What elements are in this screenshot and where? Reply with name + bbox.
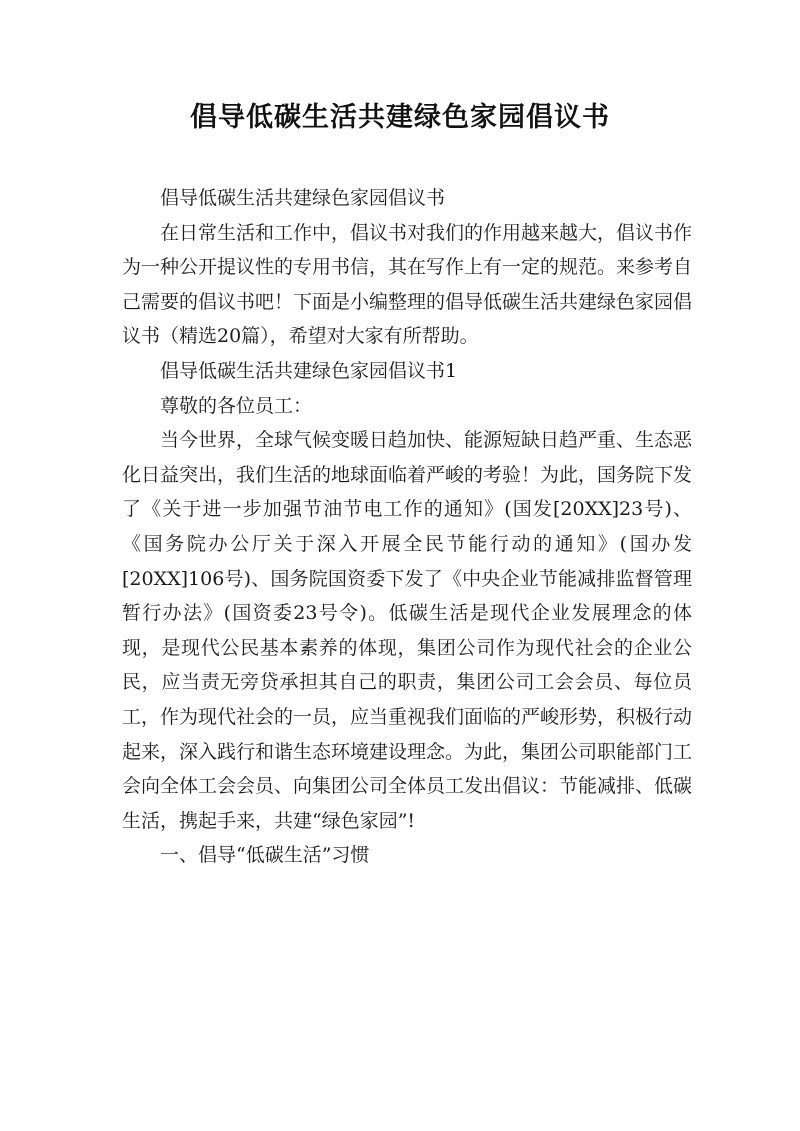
paragraph-point-heading: 一、倡导“低碳生活”习惯 <box>160 844 370 867</box>
paragraph-section-heading: 倡导低碳生活共建绿色家园倡议书1 <box>160 359 458 382</box>
paragraph-intro: 在日常生活和工作中，倡议书对我们的作用越来越大，倡议书作为一种公开提议性的专用书信，其在写作上有一定的规范。来参考自己需要的倡议书吧！下面是小编整理的倡导低碳生活共建绿色家园倡议书（精选20篇），希望对大家有所帮助。 <box>122 221 693 348</box>
paragraph-subtitle: 倡导低碳生活共建绿色家园倡议书 <box>160 187 446 209</box>
document-body <box>122 181 692 873</box>
paragraph-salutation: 尊敬的各位员工： <box>160 394 313 417</box>
document-title: 倡导低碳生活共建绿色家园倡议书 <box>190 102 610 133</box>
paragraph-main: 当今世界，全球气候变暖日趋加快、能源短缺日趋严重、生态恶化日益突出，我们生活的地球面临着严峻的考验！为此，国务院下发了《关于进一步加强节油节电工作的通知》(国发[20XX]23号)、《国务院办公厅关于深入开展全民节能行动的通知》(国办发[20XX]106号)、国务院国资委下发了《中央企业节能减排监督管理暂行办法》(国资委23号令)。低碳生活是现代企业发展理念的体现，是现代公民基本素养的体现，集团公司作为现代社会的企业公民，应当责无旁贷承担其自己的职责，集团公司工会会员、每位员工，作为现代社会的一员，应当重视我们面临的严峻形势，积极行动起来，深入践行和谐生态环境建设理念。为此，集团公司职能部门工会向全体工会会员、向集团公司全体员工发出倡议：节能减排、低碳生活，携起手来，共建“绿色家园”! <box>122 429 693 832</box>
